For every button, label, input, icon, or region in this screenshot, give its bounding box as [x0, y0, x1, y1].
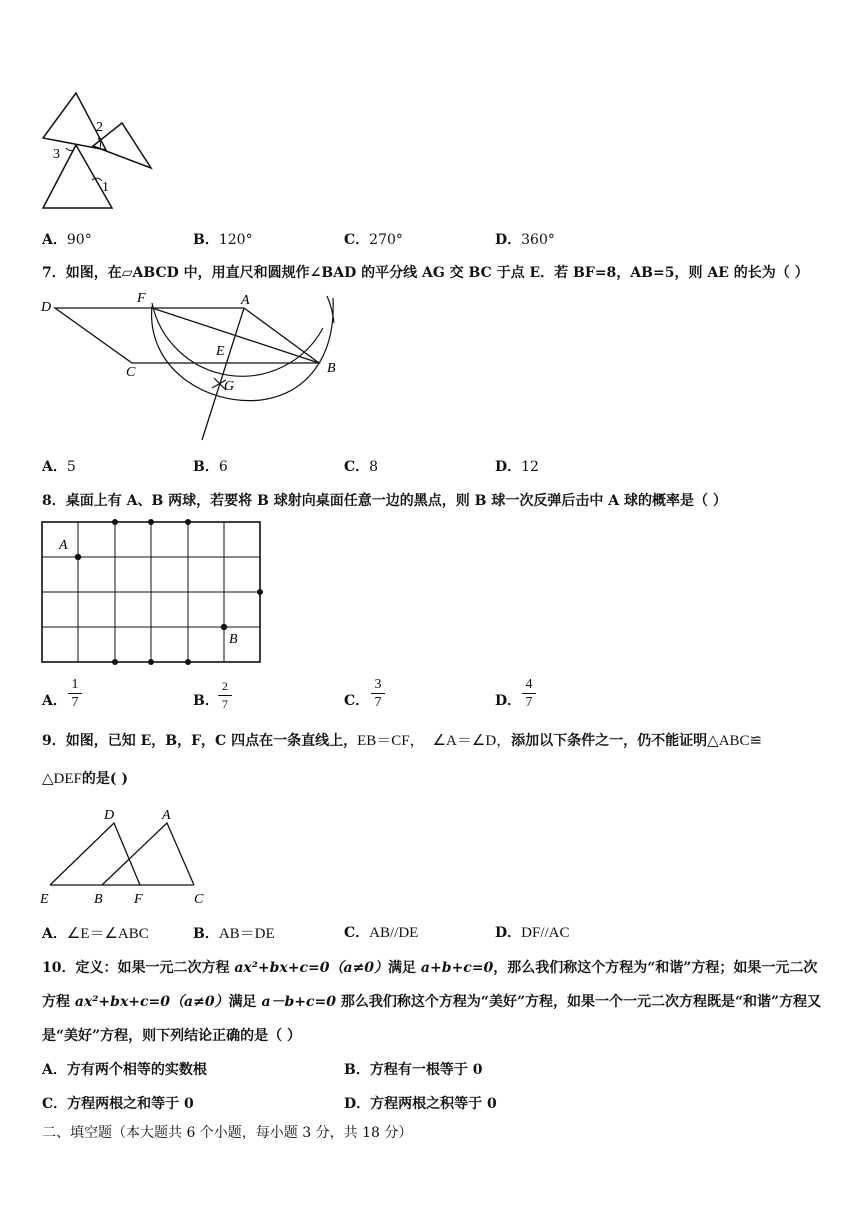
q8-ball-a	[75, 554, 81, 560]
q7-label-g: G	[224, 379, 235, 394]
q10-option-a[interactable]: A．方有两个相等的实数根	[42, 1062, 207, 1078]
q7-label-f: F	[137, 291, 146, 306]
q9-option-c[interactable]: C．AB//DE	[344, 925, 419, 941]
q8-option-a-letter[interactable]: A．	[42, 693, 67, 709]
q8-option-c-letter[interactable]: C．	[344, 693, 370, 709]
q7-label-b: B	[327, 361, 336, 376]
q9-stem-line2: △DEF的是( )	[42, 771, 128, 787]
q7-option-a[interactable]: A．5	[42, 459, 76, 475]
q6-label-2: 2	[96, 120, 103, 135]
q9-triangle-def	[50, 823, 140, 885]
q7-label-c: C	[126, 365, 136, 380]
q10-stem-line1: 10．定义：如果一元二次方程 ax²+bx+c=0（a≠0）满足 a+b+c=0，那么我们称这个方程为“和谐”方程；如果一元二次	[42, 960, 818, 976]
q7-stem: 7．如图，在▱ABCD 中，用直尺和圆规作∠BAD 的平分线 AG 交 BC 于点 E．若 BF=8，AB=5，则 AE 的长为（ ）	[42, 265, 809, 281]
q8-label-b: B	[229, 632, 238, 647]
q9-triangle-abc	[102, 823, 194, 885]
q9-label-e: E	[40, 892, 49, 907]
q6-option-a[interactable]: A．90°	[42, 232, 92, 248]
q6-angle-arc-3	[66, 148, 74, 151]
q9-triangles-figure	[36, 803, 216, 908]
q7-label-a: A	[241, 293, 250, 308]
q9-option-b[interactable]: B．AB＝DE	[193, 926, 275, 942]
q10-stem-line2: 方程 ax²+bx+c=0（a≠0）满足 a－b+c=0 那么我们称这个方程为“美好”方程，如果一个一元二次方程既是“和谐”方程又	[42, 994, 822, 1010]
q8-stem: 8．桌面上有 A、B 两球，若要将 B 球射向桌面任意一边的黑点，则 B 球一次反弹后击中 A 球的概率是（ ）	[42, 493, 727, 509]
q8-table-grid-figure	[36, 516, 268, 671]
q8-option-a-fraction[interactable]: $\frac{1}{7}$	[68, 676, 82, 711]
q7-option-c[interactable]: C．8	[344, 459, 379, 475]
parallelogram-symbol: ▱	[121, 265, 133, 281]
q7-parallelogram	[55, 308, 319, 363]
q8-option-d-letter[interactable]: D．	[495, 693, 522, 709]
q9-label-c: C	[194, 892, 204, 907]
q6-option-c[interactable]: C．270°	[344, 232, 403, 248]
q7-parallelogram-figure	[36, 288, 346, 443]
q7-label-e: E	[216, 344, 225, 359]
q6-triangles-figure	[36, 88, 156, 213]
q9-label-b: B	[94, 892, 103, 907]
q8-option-c-fraction[interactable]: $\frac{3}{7}$	[371, 676, 385, 711]
q10-option-d[interactable]: D．方程两根之积等于 0	[344, 1096, 497, 1112]
q10-stem-line3: 是“美好”方程，则下列结论正确的是（ ）	[42, 1028, 301, 1044]
q6-option-d[interactable]: D．360°	[495, 232, 555, 248]
q9-option-d[interactable]: D．DF//AC	[495, 925, 570, 941]
q8-option-b-fraction[interactable]: $\frac{2}{7}$	[218, 678, 232, 713]
q8-label-a: A	[59, 538, 68, 553]
section-2-heading: 二、填空题（本大题共 6 个小题，每小题 3 分，共 18 分）	[42, 1125, 413, 1141]
q8-option-b-letter[interactable]: B．	[193, 693, 219, 709]
q7-option-d[interactable]: D．12	[495, 459, 539, 475]
q9-label-a: A	[162, 808, 171, 823]
q6-option-b[interactable]: B．120°	[193, 232, 253, 248]
q9-option-a[interactable]: A．∠E＝∠ABC	[42, 926, 149, 942]
q9-stem-line1: 9．如图，已知 E，B，F，C 四点在一条直线上，EB＝CF， ∠A＝∠D，添加以下条件之一，仍不能证明△ABC≌	[42, 733, 763, 749]
q9-label-f: F	[134, 892, 143, 907]
q6-label-1: 1	[102, 180, 109, 195]
q7-label-d: D	[41, 300, 52, 315]
q8-ball-b	[221, 624, 227, 630]
q8-grid-lines	[42, 522, 260, 662]
q7-option-b[interactable]: B．6	[193, 459, 228, 475]
q6-label-3: 3	[53, 147, 60, 162]
q10-option-c[interactable]: C．方程两根之和等于 0	[42, 1096, 194, 1112]
q8-option-d-fraction[interactable]: $\frac{4}{7}$	[522, 676, 536, 711]
q10-option-b[interactable]: B．方程有一根等于 0	[344, 1062, 483, 1078]
q9-label-d: D	[104, 808, 115, 823]
